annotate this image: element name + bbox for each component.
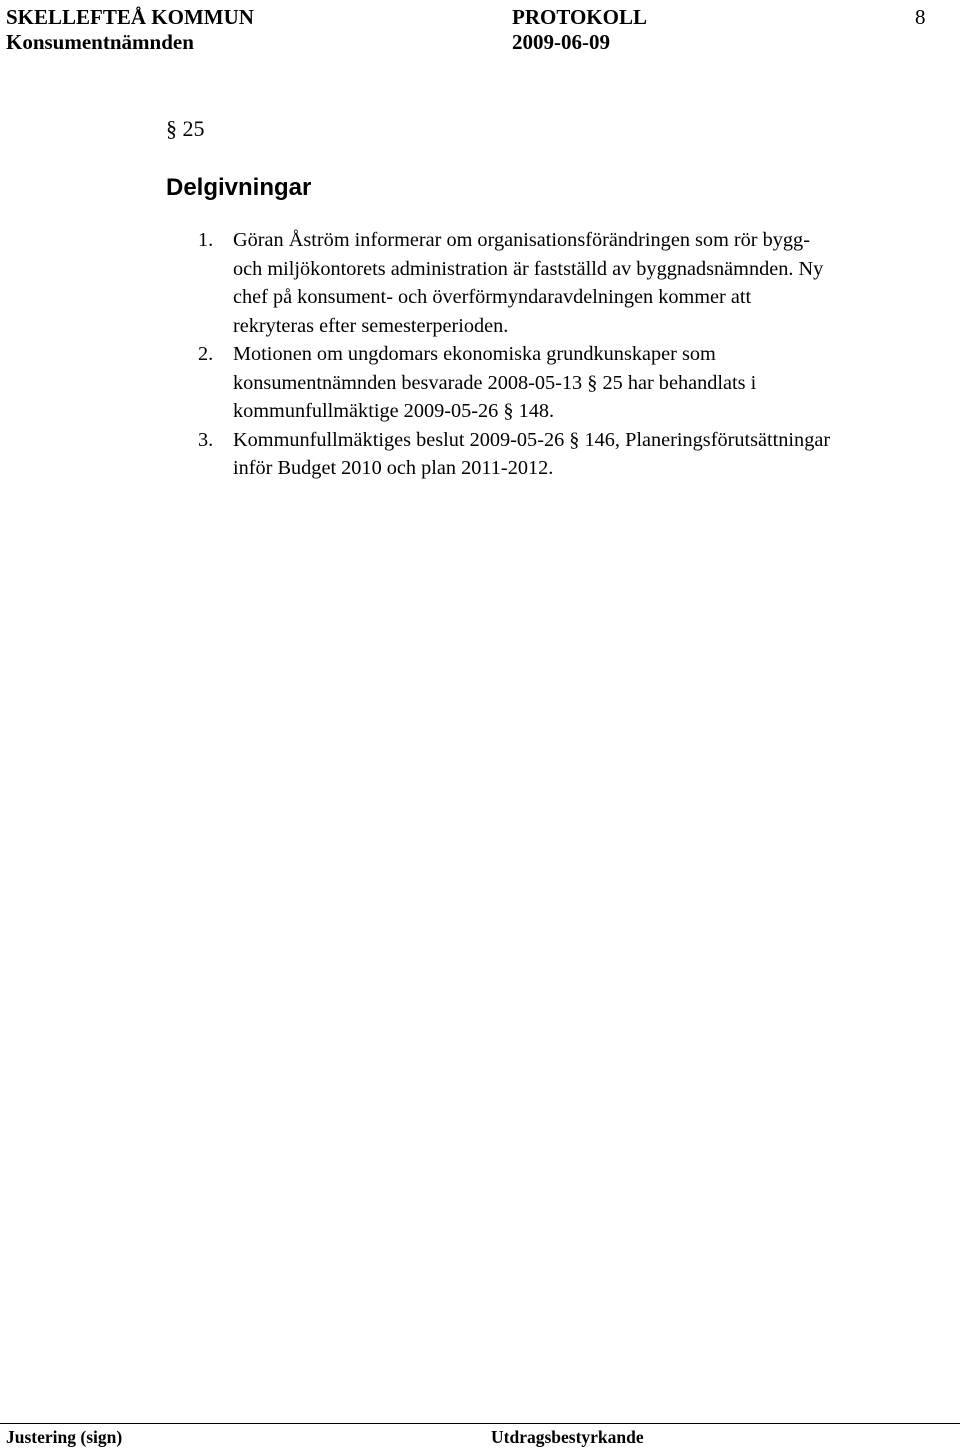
list-item — [0, 340, 960, 426]
header-committee: Konsumentnämnden — [6, 30, 194, 54]
header-page-number: 8 — [915, 5, 926, 29]
item-number: 2. — [198, 343, 214, 365]
header-doc-type: PROTOKOLL — [512, 5, 647, 29]
item-text-line: och miljökontorets administration är fastställd av byggnadsnämnden. Ny — [233, 257, 824, 280]
footer-divider — [0, 1423, 960, 1424]
item-text-line: rekryteras efter semesterperioden. — [233, 314, 509, 337]
header-date: 2009-06-09 — [512, 30, 610, 54]
item-text-line: inför Budget 2010 och plan 2011-2012. — [233, 457, 554, 479]
list-item — [0, 226, 960, 340]
footer-utdragsbestyrkande: Utdragsbestyrkande — [491, 1427, 644, 1447]
item-list — [0, 226, 960, 483]
item-text-line: chef på konsument- och överförmyndaravdelningen kommer att — [233, 286, 752, 308]
item-number: 1. — [198, 229, 214, 251]
header-org: SKELLEFTEÅ KOMMUN — [6, 5, 254, 29]
item-text-line: Kommunfullmäktiges beslut 2009-05-26 § 146, Planeringsförutsättningar — [233, 428, 831, 451]
footer-justering: Justering (sign) — [6, 1427, 123, 1447]
item-text-line: kommunfullmäktige 2009-05-26 § 148. — [233, 400, 555, 422]
item-number: 3. — [198, 428, 214, 451]
item-text-line: Göran Åström informerar om organisationsförändringen som rör bygg- — [233, 229, 810, 251]
section-title: Delgivningar — [166, 174, 312, 201]
section-number: § 25 — [166, 116, 205, 141]
list-item — [0, 426, 960, 483]
item-text-line: Motionen om ungdomars ekonomiska grundkunskaper som — [233, 343, 716, 365]
item-text-line: konsumentnämnden besvarade 2008-05-13 § 25 har behandlats i — [233, 371, 757, 394]
